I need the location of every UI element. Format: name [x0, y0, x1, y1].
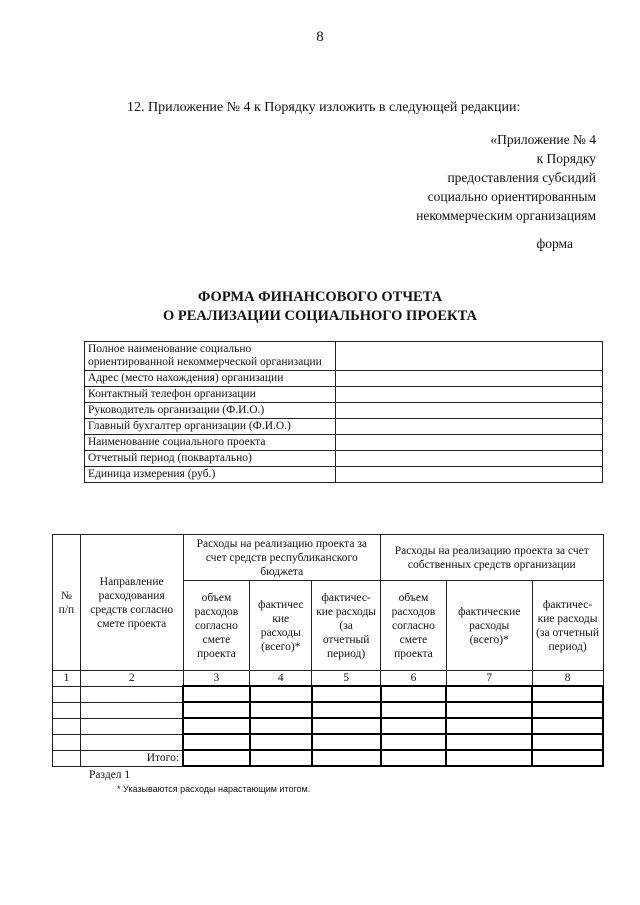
data-cell[interactable] — [80, 686, 183, 702]
data-cell[interactable] — [312, 686, 381, 702]
info-value-cell[interactable] — [336, 387, 603, 403]
total-cell[interactable] — [532, 750, 603, 766]
group-header-republic-budget: Расходы на реализацию проекта за счет средств республиканского бюджета — [183, 535, 381, 581]
form-title-line: О РЕАЛИЗАЦИИ СОЦИАЛЬНОГО ПРОЕКТА — [162, 308, 477, 324]
info-label: Адрес (место нахождения) организации — [85, 371, 336, 387]
form-label: форма — [536, 236, 573, 251]
data-cell[interactable] — [53, 702, 81, 718]
info-row — [85, 342, 603, 371]
data-cell[interactable] — [532, 734, 603, 750]
page-number: 8 — [316, 29, 324, 45]
info-label: Единица измерения (руб.) — [85, 467, 336, 483]
table-row — [53, 718, 604, 734]
appendix-line: к Порядку — [536, 151, 596, 166]
data-cell[interactable] — [446, 718, 532, 734]
total-cell[interactable] — [312, 750, 381, 766]
data-cell[interactable] — [532, 702, 603, 718]
total-label: Итого: — [80, 750, 183, 766]
column-number: 3 — [183, 671, 250, 687]
data-cell[interactable] — [80, 702, 183, 718]
total-cell[interactable] — [183, 750, 250, 766]
table-row — [53, 734, 604, 750]
appendix-line: некоммерческим организациям — [416, 208, 596, 223]
sub-header: объем расходов согласно смете проекта — [381, 581, 447, 671]
info-row — [85, 403, 603, 419]
info-row — [85, 419, 603, 435]
data-cell — [53, 750, 81, 766]
column-number: 4 — [250, 671, 312, 687]
appendix-line: предоставления субсидий — [447, 170, 596, 185]
info-label: Отчетный период (поквартально) — [85, 451, 336, 467]
section-label: Раздел 1 — [89, 769, 131, 781]
appendix-line: социально ориентированным — [427, 189, 596, 204]
data-cell[interactable] — [532, 718, 603, 734]
sub-header: фактичес- кие расходы (за отчетный период) — [532, 581, 603, 671]
data-cell[interactable] — [53, 734, 81, 750]
sub-header: фактичес- кие расходы (за отчетный период) — [312, 581, 381, 671]
sub-header: фактичес кие расходы (всего)* — [250, 581, 312, 671]
info-row — [85, 371, 603, 387]
info-value-cell[interactable] — [336, 342, 603, 371]
sub-header: объем расходов согласно смете проекта — [183, 581, 250, 671]
info-value-cell[interactable] — [336, 435, 603, 451]
data-cell[interactable] — [381, 734, 447, 750]
table-row — [53, 702, 604, 718]
data-cell[interactable] — [250, 718, 312, 734]
data-cell[interactable] — [381, 702, 447, 718]
data-cell[interactable] — [250, 702, 312, 718]
column-number: 8 — [532, 671, 603, 687]
data-cell[interactable] — [183, 718, 250, 734]
intro-paragraph: 12. Приложение № 4 к Порядку изложить в следующей редакции: — [127, 100, 521, 115]
data-cell[interactable] — [312, 702, 381, 718]
column-number: 2 — [80, 671, 183, 687]
financial-report-table — [52, 534, 604, 767]
info-label: Полное наименование социально ориентированной некоммерческой организации — [85, 342, 336, 371]
data-cell[interactable] — [312, 734, 381, 750]
info-row — [85, 451, 603, 467]
data-cell[interactable] — [446, 702, 532, 718]
info-row — [85, 467, 603, 483]
data-cell[interactable] — [250, 686, 312, 702]
column-number: 7 — [446, 671, 532, 687]
info-row — [85, 435, 603, 451]
info-label: Контактный телефон организации — [85, 387, 336, 403]
appendix-line: «Приложение № 4 — [490, 132, 596, 147]
total-cell[interactable] — [250, 750, 312, 766]
info-value-cell[interactable] — [336, 451, 603, 467]
data-cell[interactable] — [250, 734, 312, 750]
col-header-number: № п/п — [53, 535, 81, 671]
data-cell[interactable] — [183, 702, 250, 718]
info-value-cell[interactable] — [336, 371, 603, 387]
data-cell[interactable] — [446, 734, 532, 750]
data-cell[interactable] — [381, 686, 447, 702]
total-row — [53, 750, 604, 766]
column-number: 1 — [53, 671, 81, 687]
data-cell[interactable] — [53, 718, 81, 734]
info-value-cell[interactable] — [336, 419, 603, 435]
info-row — [85, 387, 603, 403]
organization-info-table — [84, 341, 603, 483]
data-cell[interactable] — [80, 734, 183, 750]
info-label: Наименование социального проекта — [85, 435, 336, 451]
data-cell[interactable] — [446, 686, 532, 702]
info-value-cell[interactable] — [336, 467, 603, 483]
group-header-own-funds: Расходы на реализацию проекта за счет собственных средств организации — [381, 535, 603, 581]
sub-header: фактические расходы (всего)* — [446, 581, 532, 671]
info-value-cell[interactable] — [336, 403, 603, 419]
data-cell[interactable] — [53, 686, 81, 702]
table-row — [53, 686, 604, 702]
form-title-line: ФОРМА ФИНАНСОВОГО ОТЧЕТА — [197, 289, 443, 305]
data-cell[interactable] — [532, 686, 603, 702]
data-cell[interactable] — [183, 686, 250, 702]
column-number: 5 — [312, 671, 381, 687]
col-header-direction: Направление расходования средств согласно смете проекта — [80, 535, 183, 671]
data-cell[interactable] — [183, 734, 250, 750]
data-cell[interactable] — [312, 718, 381, 734]
column-number-row — [53, 671, 604, 687]
info-label: Главный бухгалтер организации (Ф.И.О.) — [85, 419, 336, 435]
total-cell[interactable] — [446, 750, 532, 766]
total-cell[interactable] — [381, 750, 447, 766]
data-cell[interactable] — [80, 718, 183, 734]
column-number: 6 — [381, 671, 447, 687]
data-cell[interactable] — [381, 718, 447, 734]
info-label: Руководитель организации (Ф.И.О.) — [85, 403, 336, 419]
footnote: * Указываются расходы нарастающим итогом. — [117, 784, 311, 794]
